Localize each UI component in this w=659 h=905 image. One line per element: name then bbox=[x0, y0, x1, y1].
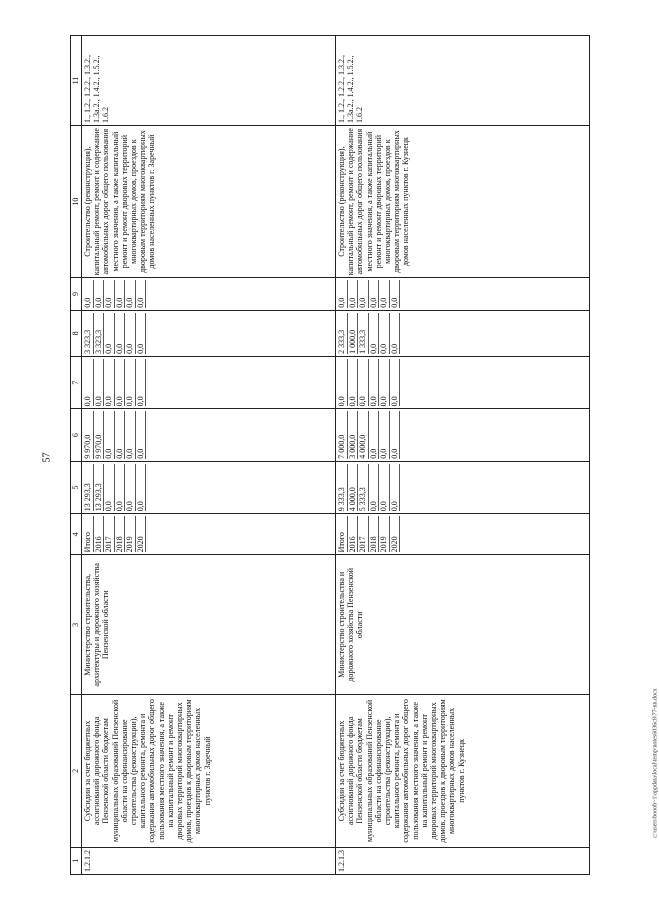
year-cell bbox=[336, 514, 590, 555]
amount: 3 000,0 bbox=[348, 411, 359, 458]
year-value: 2020 bbox=[136, 516, 147, 552]
amount: 0,0 bbox=[104, 313, 115, 354]
amount: 0,0 bbox=[125, 359, 136, 406]
amount: 2 333,3 bbox=[337, 313, 348, 354]
amount: 0,0 bbox=[125, 411, 136, 458]
amount: 9 970,0 bbox=[94, 411, 105, 458]
amount: 0,0 bbox=[94, 359, 105, 406]
amount: 0,0 bbox=[104, 464, 115, 511]
year-value: 2019 bbox=[125, 516, 136, 552]
value-cell bbox=[336, 278, 590, 310]
column-header: 1 bbox=[71, 847, 82, 874]
amount: 0,0 bbox=[379, 313, 390, 354]
amount: 4 000,0 bbox=[358, 411, 369, 458]
amount: 0,0 bbox=[348, 280, 359, 307]
row-number: 1.2.1.2 bbox=[82, 847, 336, 874]
amount: 0,0 bbox=[136, 411, 147, 458]
amount: 0,0 bbox=[115, 359, 126, 406]
amount: 0,0 bbox=[115, 313, 126, 354]
value-cell bbox=[336, 310, 590, 356]
row-result: Строительство (реконструкция), капитальный ремонт, ремонт и содержание автомобильных дорог общего пользования местного значения, а также капитальный ремонт и ремонт дворовых территорий многоквартирных домов, проездов к дворовым территориям многоквартирных домов населенных пунктов г. Кузнецк bbox=[336, 125, 590, 277]
amount: 0,0 bbox=[358, 280, 369, 307]
amount: 9 970,0 bbox=[83, 411, 94, 458]
amount: 0,0 bbox=[369, 313, 380, 354]
amount: 0,0 bbox=[390, 464, 401, 511]
amount: 0,0 bbox=[94, 280, 105, 307]
row-description: Субсидии за счет бюджетных ассигнований дорожного фонда Пензенской области бюджетам муниципальных образований Пензенской области на софинансирование строительства (реконструкции), капитального ремонта, ремонта и содержания автомобильных дорог общего пользования местного значения, а также на капитальный ремонт и ремонт дворовых территорий многоквартирных домов, проездов к дворовым территориям многоквартирных домов населенных пунктов г. Кузнецк bbox=[336, 695, 590, 847]
amount: 0,0 bbox=[115, 411, 126, 458]
year-value: 2018 bbox=[369, 516, 380, 552]
row-indicators: 1., 1.2., 1.2.2., 1.3.2., 1.3а.2., 1.4.2., 1.5.2., 1.6.2 bbox=[82, 36, 336, 126]
row-executor: Министерство строительства, архитектуры и дорожного хозяйства Пензенской области bbox=[82, 555, 336, 695]
column-header: 11 bbox=[71, 36, 82, 126]
value-cell bbox=[82, 461, 336, 513]
amount: 0,0 bbox=[358, 359, 369, 406]
amount: 0,0 bbox=[379, 464, 390, 511]
value-cell bbox=[82, 356, 336, 408]
year-value: 2017 bbox=[104, 516, 115, 552]
amount: 3 323,3 bbox=[94, 313, 105, 354]
amount: 5 333,3 bbox=[358, 464, 369, 511]
table-row bbox=[82, 36, 336, 875]
amount: 0,0 bbox=[390, 411, 401, 458]
amount: 0,0 bbox=[337, 280, 348, 307]
amount: 0,0 bbox=[369, 359, 380, 406]
column-header: 2 bbox=[71, 695, 82, 847]
amount: 13 293,3 bbox=[94, 464, 105, 511]
amount: 4 000,0 bbox=[348, 464, 359, 511]
column-header: 5 bbox=[71, 461, 82, 513]
row-number: 1.2.1.3 bbox=[336, 847, 590, 874]
row-result: Строительство (реконструкция), капитальный ремонт, ремонт и содержание автомобильных дорог общего пользования местного значения, а также капитальный ремонт и ремонт дворовых территорий многоквартирных домов, проездов к дворовым территориям многоквартирных домов населенных пунктов г. Заречный bbox=[82, 125, 336, 277]
value-cell bbox=[336, 356, 590, 408]
column-header: 3 bbox=[71, 555, 82, 695]
amount: 0,0 bbox=[104, 280, 115, 307]
column-header: 8 bbox=[71, 310, 82, 356]
amount: 0,0 bbox=[104, 359, 115, 406]
amount: 0,0 bbox=[390, 359, 401, 406]
amount: 0,0 bbox=[379, 280, 390, 307]
year-value: 2018 bbox=[115, 516, 126, 552]
year-cell bbox=[82, 514, 336, 555]
table-row bbox=[336, 36, 590, 875]
column-header: 4 bbox=[71, 514, 82, 555]
file-path-footer: c:\users\booob~1\appdata\local\temp\notes6036c8\77-nn.docx bbox=[652, 688, 659, 838]
amount: 0,0 bbox=[337, 359, 348, 406]
amount: 0,0 bbox=[125, 313, 136, 354]
amount: 0,0 bbox=[115, 280, 126, 307]
year-value: 2020 bbox=[390, 516, 401, 552]
header-row bbox=[71, 36, 82, 875]
amount: 0,0 bbox=[379, 411, 390, 458]
page-number: 57 bbox=[41, 452, 53, 463]
year-value: 2016 bbox=[94, 516, 105, 552]
amount: 0,0 bbox=[379, 359, 390, 406]
row-executor: Министерство строительства и дорожного хозяйства Пензенской области bbox=[336, 555, 590, 695]
amount: 0,0 bbox=[136, 313, 147, 354]
year-value: 2019 bbox=[379, 516, 390, 552]
amount: 0,0 bbox=[125, 464, 136, 511]
amount: 0,0 bbox=[390, 313, 401, 354]
row-indicators: 1., 1.2., 1.2.2., 1.3.2., 1.3а.2., 1.4.2., 1.5.2., 1.6.2 bbox=[336, 36, 590, 126]
amount: 0,0 bbox=[136, 280, 147, 307]
amount: 0,0 bbox=[104, 411, 115, 458]
amount: 1 000,0 bbox=[348, 313, 359, 354]
value-cell bbox=[82, 278, 336, 310]
amount: 0,0 bbox=[348, 359, 359, 406]
column-header: 10 bbox=[71, 125, 82, 277]
amount: 9 333,3 bbox=[337, 464, 348, 511]
amount: 0,0 bbox=[390, 280, 401, 307]
value-cell bbox=[336, 461, 590, 513]
column-header: 7 bbox=[71, 356, 82, 408]
amount: 1 333,3 bbox=[358, 313, 369, 354]
amount: 13 293,3 bbox=[83, 464, 94, 511]
amount: 0,0 bbox=[83, 359, 94, 406]
year-value: 2016 bbox=[348, 516, 359, 552]
value-cell bbox=[82, 409, 336, 461]
program-table bbox=[70, 35, 590, 875]
amount: 0,0 bbox=[369, 411, 380, 458]
year-value: Итого bbox=[337, 516, 348, 552]
amount: 0,0 bbox=[83, 280, 94, 307]
amount: 0,0 bbox=[136, 464, 147, 511]
year-value: 2017 bbox=[358, 516, 369, 552]
amount: 0,0 bbox=[125, 280, 136, 307]
amount: 3 323,3 bbox=[83, 313, 94, 354]
amount: 0,0 bbox=[136, 359, 147, 406]
amount: 0,0 bbox=[115, 464, 126, 511]
row-description: Субсидии за счет бюджетных ассигнований дорожного фонда Пензенской области бюджетам муниципальных образований Пензенской области на софинансирование строительства (реконструкции), капитального ремонта, ремонта и содержания автомобильных дорог общего пользования местного значения, а также на капитальный ремонт и ремонт дворовых территорий многоквартирных домов, проездов к дворовым территориям многоквартирных домов населенных пунктов г. Заречный bbox=[82, 695, 336, 847]
amount: 7 000,0 bbox=[337, 411, 348, 458]
value-cell bbox=[336, 409, 590, 461]
column-header: 9 bbox=[71, 278, 82, 310]
value-cell bbox=[82, 310, 336, 356]
column-header: 6 bbox=[71, 409, 82, 461]
amount: 0,0 bbox=[369, 464, 380, 511]
amount: 0,0 bbox=[369, 280, 380, 307]
table-wrapper bbox=[70, 35, 590, 875]
year-value: Итого bbox=[83, 516, 94, 552]
